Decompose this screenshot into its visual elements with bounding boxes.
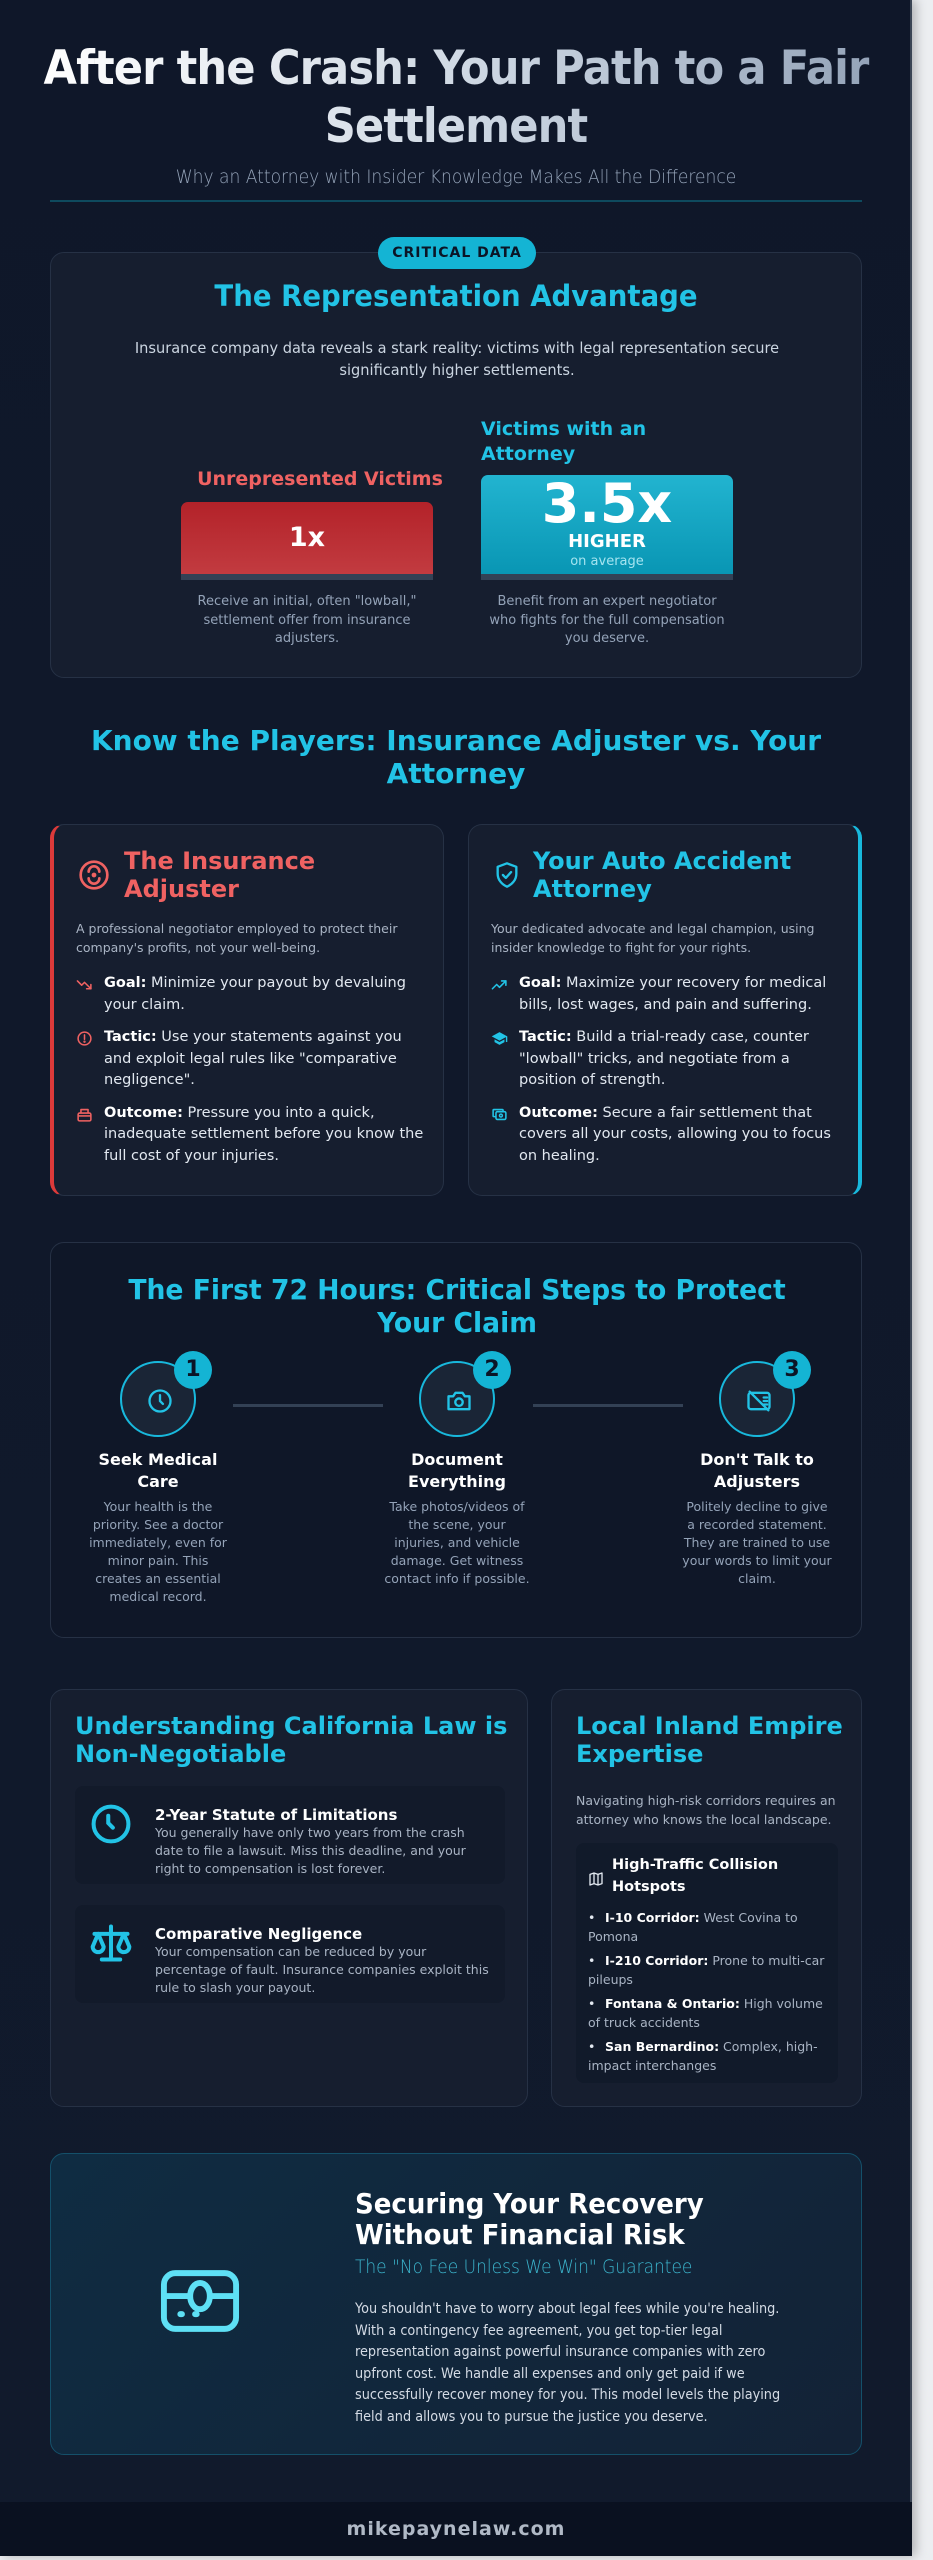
graduation-cap-icon: [491, 1030, 508, 1047]
attorney-card: [468, 824, 862, 1196]
law-item-statute: [75, 1786, 505, 1884]
step-title: Seek Medical Care: [98, 1450, 218, 1491]
clock-icon: [89, 1802, 133, 1846]
law-item-negligence: [75, 1905, 505, 2003]
step-title: Document Everything: [408, 1450, 506, 1491]
scales-icon: [89, 1921, 133, 1965]
clock-icon: [146, 1387, 174, 1415]
step-3: [682, 1357, 832, 1588]
coin-circle-icon: [78, 859, 110, 891]
represented-value: 3.5x: [541, 472, 673, 535]
footer: [0, 2502, 912, 2556]
unrepresented-description: Receive an initial, often "lowball," settlement offer from insurance adjusters.: [197, 594, 417, 646]
step-text: Politely decline to give a recorded statement. They are trained to use your words to limit your claim.: [682, 1499, 832, 1586]
law-title: Understanding California Law is Non-Negotiable: [75, 1712, 508, 1768]
hotspots-list: [588, 1909, 828, 2081]
map-icon: [588, 1871, 604, 1887]
represented-note: on average: [570, 554, 644, 569]
law-item-text: You generally have only two years from the crash date to file a lawsuit. Miss this deadline, and your right to compensation is lost forever.: [155, 1825, 466, 1876]
shield-check-icon: [493, 861, 521, 889]
step-number-badge: 2: [473, 1351, 511, 1389]
unrepresented-value: 1x: [288, 522, 326, 553]
hotspots-box: [576, 1843, 838, 2083]
briefcase-icon: [76, 1106, 93, 1123]
section-title: The Representation Advantage: [214, 279, 698, 313]
step-2: [382, 1357, 532, 1588]
step-connector: [233, 1404, 383, 1407]
step-icon-circle: [719, 1357, 800, 1437]
header: [0, 40, 912, 188]
local-description: Navigating high-risk corridors requires an attorney who knows the local landscape.: [576, 1793, 836, 1827]
unrepresented-bar: [181, 502, 433, 574]
list-item: Goal: Minimize your payout by devaluing your claim.: [76, 973, 432, 1016]
adjuster-description: A professional negotiator employed to protect their company's profits, not your well-being.: [76, 921, 398, 955]
camera-icon: [445, 1387, 473, 1415]
critical-data-badge: CRITICAL DATA: [378, 237, 536, 269]
representation-advantage-card: [50, 252, 862, 678]
first-72-hours-card: [50, 1242, 862, 1638]
hotspots-title: High-Traffic Collision Hotspots: [612, 1857, 779, 1895]
adjuster-list: [76, 973, 432, 1178]
law-item-text: Your compensation can be reduced by your percentage of fault. Insurance companies exploit this rule to slash your payout.: [155, 1944, 489, 1995]
step-connector: [533, 1404, 683, 1407]
list-item: Tactic: Use your statements against you and exploit legal rules like "comparative negligence".: [76, 1027, 432, 1092]
list-item: Tactic: Build a trial-ready case, counter "lowball" tricks, and negotiate from a position of strength.: [491, 1027, 847, 1092]
website-link[interactable]: mikepaynelaw.com: [346, 2518, 566, 2540]
represented-qualifier: HIGHER: [568, 531, 646, 552]
page-subtitle: Why an Attorney with Insider Knowledge Makes All the Difference: [175, 166, 737, 188]
bar-baseline: [481, 574, 733, 580]
list-item: Outcome: Pressure you into a quick, inadequate settlement before you know the full cost of your injuries.: [76, 1103, 432, 1168]
attorney-list: [491, 973, 847, 1178]
local-title: Local Inland Empire Expertise: [576, 1712, 843, 1768]
trending-up-icon: [491, 976, 508, 993]
alert-circle-icon: [76, 1030, 93, 1047]
represented-bar: [481, 472, 733, 574]
step-icon-circle: [120, 1357, 201, 1437]
header-divider: [50, 200, 862, 202]
local-expertise-card: [551, 1689, 862, 2107]
cash-stack-icon: [491, 1106, 508, 1123]
cta-tagline: The "No Fee Unless We Win" Guarantee: [355, 2257, 693, 2278]
list-item: Goal: Maximize your recovery for medical bills, lost wages, and pain and suffering.: [491, 973, 847, 1016]
section-intro: Insurance company data reveals a stark reality: victims with legal representation secure significantly higher settlements.: [134, 339, 780, 379]
cta-body: You shouldn't have to worry about legal fees while you're healing. With a contingency fee agreement, you get top-tier legal representation against powerful insurance companies with zero upfront cost. We handle all expenses and only get paid if we successfully recover money for you. This model levels the playing field and allows you to pursue the justice you deserve.: [355, 2301, 781, 2425]
represented-description: Benefit from an expert negotiator who fights for the full compensation you deserve.: [489, 594, 725, 646]
steps-title: The First 72 Hours: Critical Steps to Protect Your Claim: [128, 1273, 786, 1339]
represented-label: Victims with an Attorney: [481, 418, 647, 465]
wallet-icon: [159, 2268, 241, 2334]
list-item: • I-10 Corridor: West Covina to Pomona: [588, 1910, 798, 1944]
attorney-description: Your dedicated advocate and legal champion, using insider knowledge to fight for your rights.: [491, 921, 815, 955]
no-fee-guarantee-card: [50, 2153, 862, 2455]
step-text: Your health is the priority. See a doctor immediately, even for minor pain. This creates an essential medical record.: [89, 1499, 227, 1604]
list-item: Outcome: Secure a fair settlement that covers all your costs, allowing you to focus on healing.: [491, 1103, 847, 1168]
list-item: • Fontana & Ontario: High volume of truck accidents: [588, 1996, 823, 2030]
unrepresented-label: Unrepresented Victims: [197, 468, 443, 490]
attorney-title: Your Auto Accident Attorney: [533, 847, 792, 903]
bar-baseline: [181, 574, 433, 580]
california-law-card: [50, 1689, 528, 2107]
step-number-badge: 1: [174, 1351, 212, 1389]
list-item: • San Bernardino: Complex, high-impact interchanges: [588, 2039, 818, 2073]
list-item: • I-210 Corridor: Prone to multi-car pileups: [588, 1953, 825, 1987]
step-text: Take photos/videos of the scene, your injuries, and vehicle damage. Get witness contact info if possible.: [384, 1499, 530, 1586]
trending-down-icon: [76, 976, 93, 993]
step-number-badge: 3: [773, 1351, 811, 1389]
page-title: After the Crash: Your Path to a Fair Settlement: [36, 40, 875, 156]
step-icon-circle: [419, 1357, 500, 1437]
insurance-adjuster-card: [50, 824, 444, 1196]
no-recording-icon: [745, 1387, 773, 1415]
step-1: [83, 1357, 233, 1606]
cta-title: Securing Your Recovery Without Financial Risk: [355, 2187, 704, 2251]
law-item-title: Comparative Negligence: [155, 1925, 363, 1943]
step-title: Don't Talk to Adjusters: [700, 1450, 814, 1491]
adjuster-title: The Insurance Adjuster: [124, 847, 316, 903]
law-item-title: 2-Year Statute of Limitations: [155, 1806, 398, 1824]
players-section-title: Know the Players: Insurance Adjuster vs. Your Attorney: [90, 724, 822, 790]
